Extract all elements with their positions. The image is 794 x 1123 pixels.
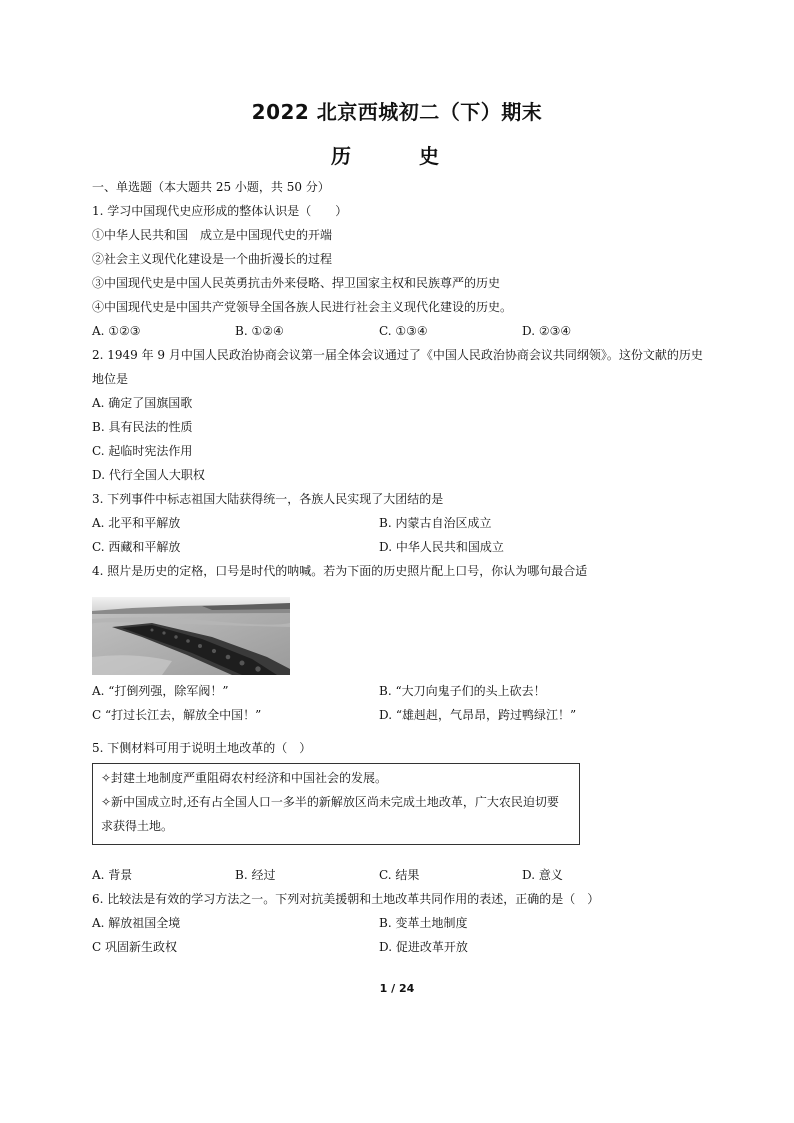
material-line-3: 求获得土地。	[101, 819, 174, 833]
question-5-option-c: C. 结果	[379, 868, 420, 882]
question-4-option-a: A. “打倒列强，除军阀！”	[92, 684, 229, 698]
question-3-stem: 3. 下列事件中标志祖国大陆获得统一，各族人民实现了大团结的是	[92, 492, 444, 506]
question-1-item-1: ①中华人民共和国 成立是中国现代史的开端	[92, 228, 333, 242]
question-5-option-a: A. 背景	[92, 868, 133, 882]
question-5-option-b: B. 经过	[235, 868, 276, 882]
question-2-option-a: A. 确定了国旗国歌	[92, 396, 193, 410]
question-2-stem: 2. 1949 年 9 月中国人民政治协商会议第一届全体会议通过了《中国人民政治协商会议共同纲领》。这份文献的历史	[92, 348, 703, 362]
question-2-stem-cont: 地位是	[92, 372, 129, 386]
question-2-option-b: B. 具有民法的性质	[92, 420, 193, 434]
material-line-2: ✧新中国成立时,还有占全国人口一多半的新解放区尚未完成土地改革，广大农民迫切要	[101, 795, 559, 809]
question-1-option-a: A. ①②③	[92, 324, 141, 338]
question-1-stem: 1. 学习中国现代史应形成的整体认识是（ ）	[92, 204, 348, 218]
question-5-option-d: D. 意义	[522, 868, 563, 882]
material-line-1: ✧封建土地制度严重阻碍农村经济和中国社会的发展。	[101, 771, 388, 785]
question-5-stem: 5. 下侧材料可用于说明土地改革的（ ）	[92, 741, 312, 755]
section-heading: 一、单选题（本大题共 25 小题，共 50 分）	[92, 180, 330, 194]
question-2-option-d: D. 代行全国人大职权	[92, 468, 205, 482]
page-number: 1 / 24	[379, 982, 415, 995]
question-3-option-b: B. 内蒙古自治区成立	[379, 516, 492, 530]
historical-photo	[92, 597, 290, 675]
question-5-material-box	[92, 763, 580, 845]
exam-title: 2022 北京西城初二（下）期末	[251, 100, 543, 124]
question-6-stem: 6. 比较法是有效的学习方法之一。下列对抗美援朝和土地改革共同作用的表述，正确的是（ ）	[92, 892, 600, 906]
question-1-option-c: C. ①③④	[379, 324, 428, 338]
question-1-option-d: D. ②③④	[522, 324, 572, 338]
question-6-option-d: D. 促进改革开放	[379, 940, 468, 954]
subject-title: 历 史	[331, 144, 463, 168]
question-3-option-a: A. 北平和平解放	[92, 516, 181, 530]
question-1-option-b: B. ①②④	[235, 324, 284, 338]
question-4-option-d: D. “雄赳赳，气昂昂，跨过鸭绿江！”	[379, 708, 577, 722]
question-4-option-b: B. “大刀向鬼子们的头上砍去！	[379, 684, 546, 698]
question-2-option-c: C. 起临时宪法作用	[92, 444, 193, 458]
question-6-option-c: C 巩固新生政权	[92, 940, 177, 954]
question-6-option-a: A. 解放祖国全境	[92, 916, 181, 930]
question-1-item-2: ②社会主义现代化建设是一个曲折漫长的过程	[92, 252, 333, 266]
question-3-option-d: D. 中华人民共和国成立	[379, 540, 504, 554]
question-1-item-3: ③中国现代史是中国人民英勇抗击外来侵略、捍卫国家主权和民族尊严的历史	[92, 276, 501, 290]
question-6-option-b: B. 变革土地制度	[379, 916, 468, 930]
question-4-stem: 4. 照片是历史的定格，口号是时代的呐喊。若为下面的历史照片配上口号，你认为哪句最合适	[92, 564, 588, 578]
question-3-option-c: C. 西藏和平解放	[92, 540, 181, 554]
question-4-option-c: C “打过长江去，解放全中国！”	[92, 708, 262, 722]
question-1-item-4: ④中国现代史是中国共产党领导全国各族人民进行社会主义现代化建设的历史。	[92, 300, 513, 314]
